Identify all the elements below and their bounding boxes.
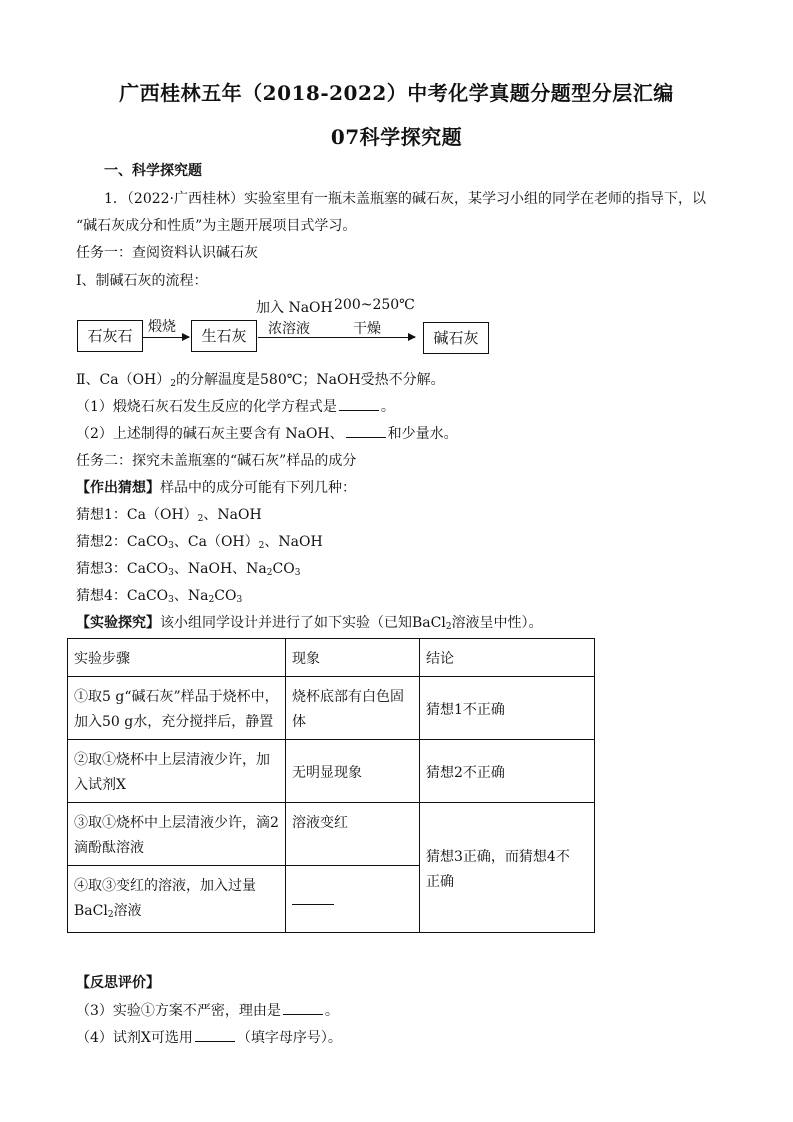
answer-blank-3 — [283, 1002, 323, 1015]
question-2: （2）上述制得的碱石灰主要含有 NaOH、 和少量水。 — [76, 426, 458, 442]
hypothesis-3: 猜想3：CaCO$_3$、NaOH、$Na_2CO_3$ — [76, 561, 301, 578]
question-3: （3）实验①方案不严密，理由是 。 — [76, 1003, 339, 1019]
flow-step-dry: 干燥 — [353, 321, 381, 337]
question-1: （1）煅烧石灰石发生反应的化学方程式是 。 — [76, 399, 395, 415]
question-4: （4）试剂X可选用 （填字母序号）。 — [76, 1030, 342, 1046]
flow-step-add-naoh: 加入 NaOH — [256, 300, 333, 316]
table-cell-step-3: ③取①烧杯中上层清液少许，滴2 滴酚酞溶液 — [68, 803, 286, 866]
question-intro-line1: 1．（2022·广西桂林）实验室里有一瓶未盖瓶塞的碱石灰，某学习小组的同学在老师的指导下，以 — [104, 191, 706, 207]
table-cell-step-4: ④取③变红的溶液，加入过量 BaCl$_2$溶液 — [68, 866, 286, 933]
document-title: 广西桂林五年（2018-2022）中考化学真题分题型分层汇编 — [119, 81, 674, 105]
table-row — [68, 677, 595, 740]
answer-blank-4 — [195, 1029, 235, 1042]
experiment-intro: 【实验探究】该小组同学设计并进行了如下实验（已知BaCl$_2$溶液呈中性）。 — [76, 615, 543, 632]
table-header-row — [68, 639, 595, 677]
answer-blank-1 — [339, 398, 379, 411]
table-cell-observation-4 — [286, 866, 420, 933]
table-header-conclusion: 结论 — [420, 639, 595, 677]
flow-box-soda-lime: 碱石灰 — [423, 322, 489, 354]
flow-step-concentrated: 浓溶液 — [268, 321, 310, 337]
hypothesis-4: 猜想4：CaCO$_3$、$Na_2CO_3$ — [76, 588, 243, 605]
table-header-observation: 现象 — [286, 639, 420, 677]
info-one-heading: Ⅰ、制碱石灰的流程： — [76, 273, 208, 289]
hypothesis-1: 猜想1：$Ca(OH)_2$、NaOH — [76, 507, 262, 524]
table-row — [68, 803, 595, 866]
table-cell-observation-3: 溶液变红 — [286, 803, 420, 866]
table-cell-step-1: ①取5 g“碱石灰”样品于烧杯中， 加入50 g水，充分搅拌后，静置 — [68, 677, 286, 740]
answer-blank-2 — [346, 425, 386, 438]
reflection-heading: 【反思评价】 — [76, 975, 160, 991]
experiment-table — [67, 638, 595, 933]
table-cell-conclusion-2: 猜想2不正确 — [420, 740, 595, 803]
table-cell-step-2: ②取①烧杯中上层清液少许，加 入试剂X — [68, 740, 286, 803]
flow-arrow-1 — [143, 337, 189, 338]
table-cell-conclusion-1: 猜想1不正确 — [420, 677, 595, 740]
document-subtitle: 07科学探究题 — [330, 125, 463, 149]
task-one-heading: 任务一：查阅资料认识碱石灰 — [76, 245, 258, 261]
section-heading: 一、科学探究题 — [104, 163, 202, 179]
table-cell-observation-1: 烧杯底部有白色固 体 — [286, 677, 420, 740]
flow-step-calcine: 煅烧 — [148, 319, 176, 335]
hypothesis-2: 猜想2：CaCO$_3$、$Ca(OH)_2$、NaOH — [76, 534, 323, 551]
table-cell-observation-2: 无明显现象 — [286, 740, 420, 803]
table-cell-conclusion-3-4: 猜想3正确，而猜想4不 正确 — [420, 803, 595, 933]
answer-blank-observation — [292, 890, 334, 905]
task-two-heading: 任务二：探究未盖瓶塞的“碱石灰”样品的成分 — [76, 453, 357, 469]
table-header-steps: 实验步骤 — [68, 639, 286, 677]
table-row — [68, 740, 595, 803]
flow-arrow-2 — [258, 337, 415, 338]
hypothesis-intro: 【作出猜想】样品中的成分可能有下列几种： — [76, 480, 356, 496]
flow-box-quicklime: 生石灰 — [191, 320, 257, 352]
question-intro-line2: “碱石灰成分和性质”为主题开展项目式学习。 — [76, 218, 357, 234]
flow-box-limestone: 石灰石 — [77, 320, 143, 352]
info-two-text: Ⅱ、$Ca(OH)_2$的分解温度是580℃；NaOH受热不分解。 — [76, 372, 445, 389]
flow-step-temperature: 200~250℃ — [334, 297, 415, 313]
